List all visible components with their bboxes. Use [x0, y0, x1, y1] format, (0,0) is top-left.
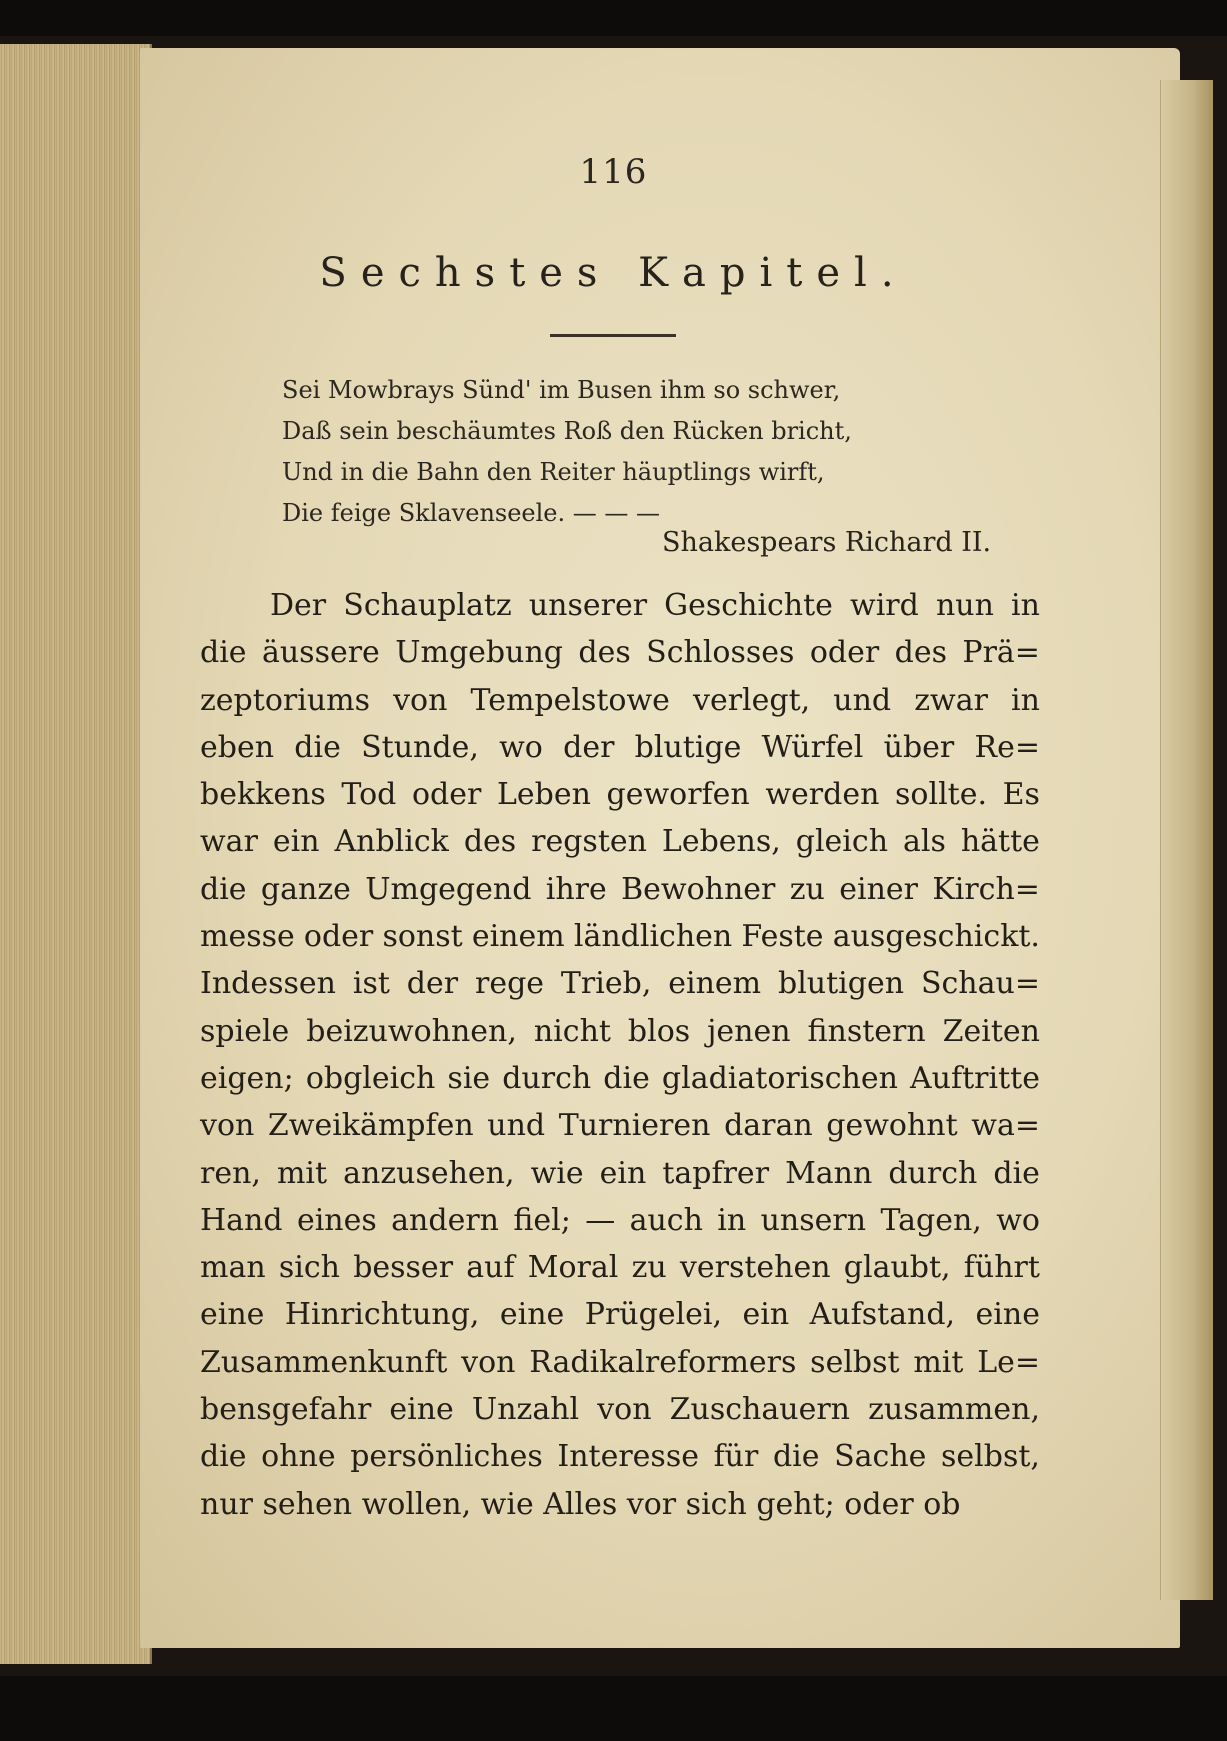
body-paragraph: [200, 582, 1040, 1528]
epigraph-attribution: Shakespears Richard II.: [662, 527, 992, 558]
body-line: zeptoriums von Tempelstowe verlegt, und zwar in: [200, 682, 1040, 718]
body-line: von Zweikämpfen und Turnieren daran gewohnt wa=: [200, 1108, 1040, 1144]
body-line: ren, mit anzusehen, wie ein tapfrer Mann durch die: [200, 1155, 1040, 1191]
body-line: man sich besser auf Moral zu verstehen glaubt, führt: [200, 1250, 1040, 1286]
body-line: die äussere Umgebung des Schlosses oder des Prä=: [200, 635, 1040, 671]
body-line: eben die Stunde, wo der blutige Würfel über Re=: [200, 729, 1040, 765]
epigraph: [282, 370, 942, 534]
body-line: messe oder sonst einem ländlichen Feste ausgeschickt.: [200, 919, 1040, 955]
epigraph-line: Und in die Bahn den Reiter häuptlings wirft,: [282, 458, 825, 486]
body-line: bekkens Tod oder Leben geworfen werden sollte. Es: [200, 777, 1040, 813]
epigraph-line: Daß sein beschäumtes Roß den Rücken bricht,: [282, 417, 852, 445]
body-line: Zusammenkunft von Radikalreformers selbst mit Le=: [200, 1344, 1040, 1380]
epigraph-line: Sei Mowbrays Sünd' im Busen ihm so schwer,: [282, 376, 841, 404]
epigraph-line: Die feige Sklavenseele. — — —: [282, 499, 661, 527]
body-line: bensgefahr eine Unzahl von Zuschauern zusammen,: [200, 1392, 1040, 1428]
body-line: die ganze Umgegend ihre Bewohner zu einer Kirch=: [200, 871, 1040, 907]
title-rule: [550, 334, 676, 337]
body-line: eigen; obgleich sie durch die gladiatorischen Auftritte: [200, 1060, 1040, 1096]
body-line: nur sehen wollen, wie Alles vor sich geht; oder ob: [200, 1486, 961, 1522]
page-number: 116: [579, 152, 648, 192]
facing-page-edge: [1160, 80, 1213, 1600]
body-line: eine Hinrichtung, eine Prügelei, ein Aufstand, eine: [200, 1297, 1040, 1333]
chapter-title: Sechstes Kapitel.: [319, 250, 908, 296]
body-line: spiele beizuwohnen, nicht blos jenen finstern Zeiten: [200, 1013, 1040, 1049]
body-line: die ohne persönliches Interesse für die Sache selbst,: [200, 1439, 1040, 1475]
body-line: Hand eines andern fiel; — auch in unsern Tagen, wo: [200, 1202, 1040, 1238]
body-line: war ein Anblick des regsten Lebens, gleich als hätte: [200, 824, 1040, 860]
body-line: Indessen ist der rege Trieb, einem blutigen Schau=: [200, 966, 1040, 1002]
body-line: Der Schauplatz unserer Geschichte wird nun in: [270, 588, 1040, 623]
